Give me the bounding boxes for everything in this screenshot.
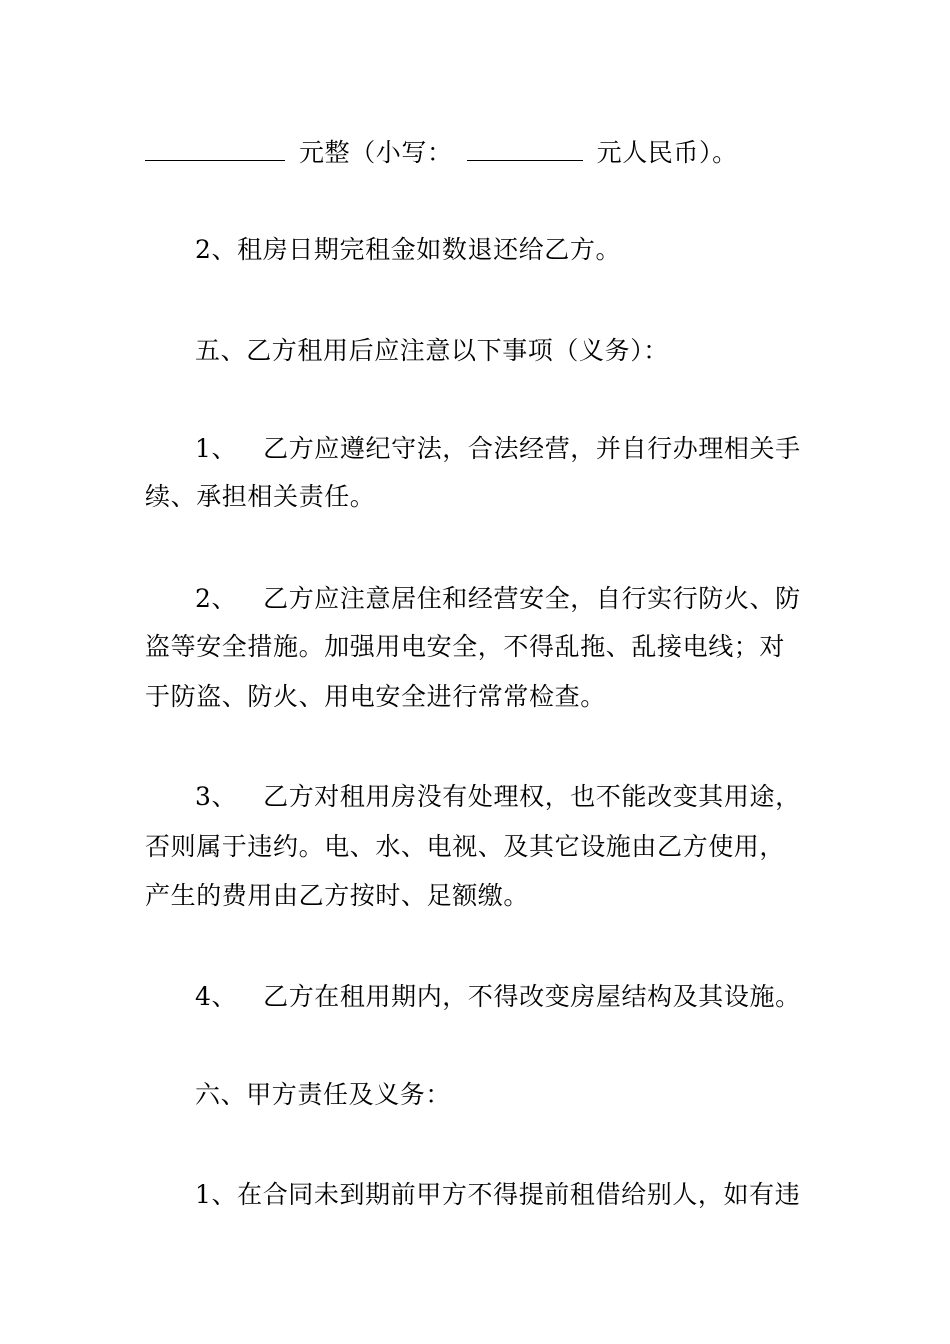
section-6-item-1: 1、在合同未到期前甲方不得提前租借给别人，如有违: [195, 1180, 801, 1209]
item-4-text: 乙方在租用期内，不得改变房屋结构及其设施。: [263, 982, 801, 1011]
section-5-heading: 五、乙方租用后应注意以下事项（义务）：: [195, 336, 669, 365]
item-2-text: 乙方应注意居住和经营安全，自行实行防火、防: [263, 584, 801, 613]
amount-suffix-1: 元整（小写：: [299, 138, 453, 167]
item-1-line-1: [195, 432, 810, 466]
item-1-text: 乙方应遵纪守法，合法经营，并自行办理相关手: [263, 434, 801, 463]
section-6-heading: 六、甲方责任及义务：: [195, 1080, 452, 1109]
item-1-line-2: 续、承担相关责任。: [145, 482, 376, 511]
item-3-line-3: 产生的费用由乙方按时、足额缴。: [145, 881, 530, 910]
item-4-line-1: [195, 980, 810, 1014]
item-3-text: 乙方对租用房没有处理权，也不能改变其用途，: [263, 782, 801, 811]
item-3-number: 3、: [195, 782, 238, 811]
item-3-line-2: 否则属于违约。电、水、电视、及其它设施由乙方使用，: [145, 832, 786, 861]
item-2-line-3: 于防盗、防火、用电安全进行常常检查。: [145, 682, 606, 711]
item-4-number: 4、: [195, 982, 238, 1011]
amount-line: [145, 136, 810, 170]
amount-suffix-2: 元人民币）。: [596, 138, 738, 167]
item-2-line-2: 盗等安全措施。加强用电安全，不得乱拖、乱接电线；对: [145, 632, 786, 661]
item-1-number: 1、: [195, 434, 238, 463]
amount-in-figures-blank[interactable]: [467, 136, 583, 161]
amount-in-words-blank[interactable]: [145, 136, 285, 161]
item-3-line-1: [195, 780, 810, 814]
item-2-number: 2、: [195, 584, 238, 613]
item-2-line-1: [195, 582, 810, 616]
paragraph-refund: 2、租房日期完租金如数退还给乙方。: [195, 235, 622, 264]
